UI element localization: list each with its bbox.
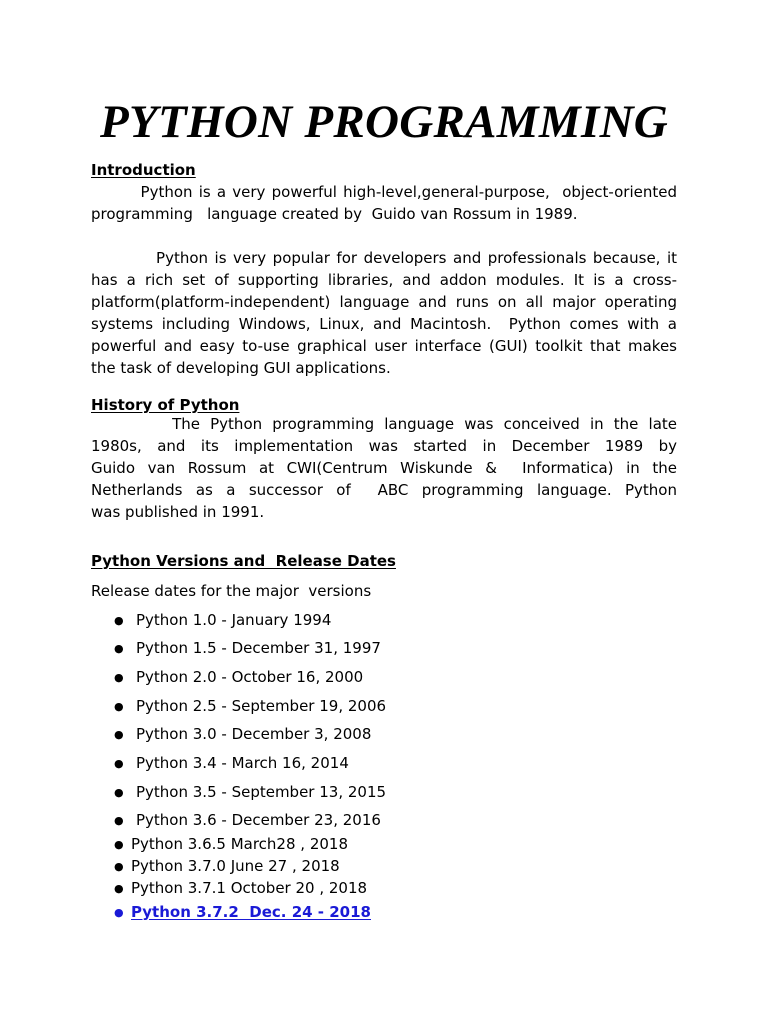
bullet-icon: ● [114,882,124,895]
bullet-icon: ● [114,814,124,827]
bullet-icon: ● [114,614,124,627]
version-link[interactable]: Python 3.7.2 Dec. 24 - 2018 [131,903,371,921]
paragraph-line: 1980s, and its implementation was started in December 1989 by [91,437,677,455]
version-label: Python 3.7.1 October 20 , 2018 [131,879,368,897]
bullet-icon: ● [114,642,124,655]
versions-heading: Python Versions and Release Dates [91,552,396,570]
page-title: PYTHON PROGRAMMING [99,96,669,148]
version-label: Python 2.0 - October 16, 2000 [136,668,364,686]
paragraph-line: has a rich set of supporting libraries, and addon modules. It is a cross- [91,271,677,289]
version-label: Python 3.4 - March 16, 2014 [136,754,349,772]
version-label: Python 3.6 - December 23, 2016 [136,811,381,829]
bullet-icon: ● [114,906,124,919]
bullet-icon: ● [114,671,124,684]
introduction-paragraph-2 [91,247,677,379]
paragraph-line: the task of developing GUI applications. [91,359,391,377]
version-label: Python 2.5 - September 19, 2006 [136,697,387,715]
paragraph-line: The Python programming language was conceived in the late [91,415,677,433]
paragraph-line: systems including Windows, Linux, and Macintosh. Python comes with a [91,315,677,333]
bullet-icon: ● [114,700,124,713]
bullet-icon: ● [114,860,124,873]
introduction-heading: Introduction [91,161,196,179]
version-label: Python 3.5 - September 13, 2015 [136,783,387,801]
bullet-icon: ● [114,757,124,770]
paragraph-line: was published in 1991. [91,503,265,521]
paragraph-line: Guido van Rossum at CWI(Centrum Wiskunde & Informatica) in the [91,459,677,477]
bullet-icon: ● [114,728,124,741]
version-label: Python 3.6.5 March28 , 2018 [131,835,348,853]
history-paragraph [91,413,677,523]
paragraph-line: programming language created by Guido van Rossum in 1989. [91,205,578,223]
versions-subtext: Release dates for the major versions [91,582,372,600]
bullet-icon: ● [114,838,124,851]
paragraph-line: Python is a very powerful high-level,general-purpose, object-oriented [91,183,677,201]
version-label: Python 3.7.0 June 27 , 2018 [131,857,340,875]
version-label: Python 3.0 - December 3, 2008 [136,725,372,743]
version-label: Python 1.0 - January 1994 [136,611,332,629]
paragraph-line: powerful and easy to-use graphical user interface (GUI) toolkit that makes [91,337,677,355]
history-heading: History of Python [91,396,240,414]
version-label: Python 1.5 - December 31, 1997 [136,639,381,657]
paragraph-line: Netherlands as a successor of ABC programming language. Python [91,481,677,499]
introduction-paragraph-1 [91,181,677,225]
bullet-icon: ● [114,786,124,799]
paragraph-line: platform(platform-independent) language and runs on all major operating [91,293,677,311]
paragraph-line: Python is very popular for developers and professionals because, it [91,249,677,267]
